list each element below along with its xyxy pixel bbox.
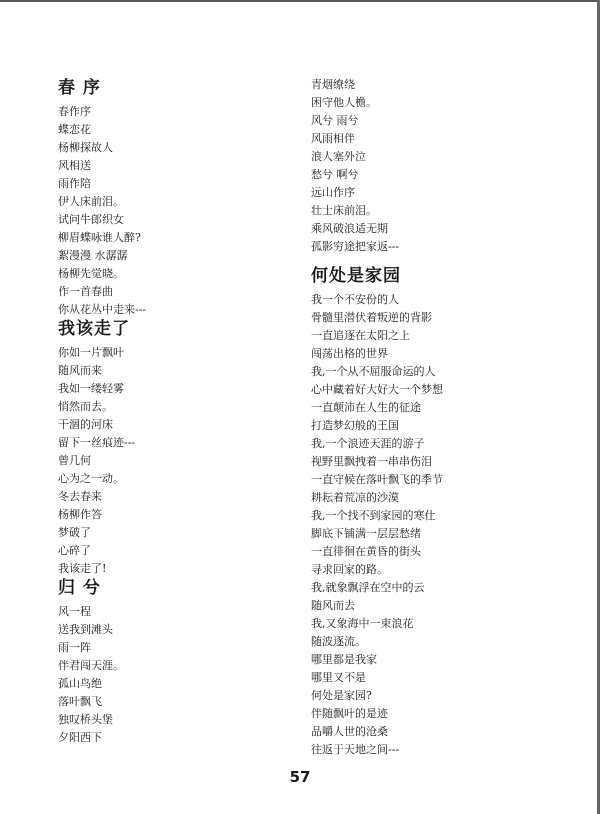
poem-line: 哪里都是我家 [311, 653, 377, 666]
poem-line: 寻求回家的路。 [311, 563, 388, 576]
poem-line: 独叹桥头堡 [58, 713, 113, 726]
poem-line: 我如一缕轻雾 [58, 382, 124, 395]
poem-line: 闯荡出格的世界 [311, 347, 388, 360]
poem-line: 愁兮 啊兮 [311, 168, 359, 181]
poem-guixi [58, 577, 288, 747]
poem-hechushijiayuan [311, 265, 561, 759]
poem-line: 落叶飘飞 [58, 695, 102, 708]
poem-line: 杨柳探故人 [58, 141, 113, 154]
page-number: 57 [289, 768, 311, 786]
poem-line: 絮漫漫 水潺潺 [58, 249, 128, 262]
poem-line: 随风而来 [58, 364, 102, 377]
poem-line: 远山作序 [311, 186, 355, 199]
poem-title: 何处是家园 [311, 266, 401, 286]
poem-line: 我一个不安份的人 [311, 293, 399, 306]
poem-line: 骨髓里潜伏着叛逆的背影 [311, 311, 432, 324]
poem-line: 一直徘徊在黄昏的街头 [311, 545, 421, 558]
poem-title: 归 兮 [58, 578, 101, 598]
poem-line: 乘风破浪适无期 [311, 222, 388, 235]
poem-chunxu [58, 77, 288, 319]
poem-line: 夕阳西下 [58, 731, 102, 744]
poem-line: 孤山鸟绝 [58, 677, 102, 690]
poem-line: 心为之一动。 [58, 472, 124, 485]
poem-line: 春作序 [58, 105, 91, 118]
poem-line: 打造梦幻般的王国 [311, 419, 399, 432]
poem-line: 试问牛郎织女 [58, 213, 124, 226]
poem-line: 雨作陪 [58, 177, 91, 190]
poem-line: 青烟缭绕 [311, 78, 355, 91]
poem-line: 心碎了 [58, 544, 91, 557]
poem-line: 作一首春曲 [58, 285, 113, 298]
poem-line: 留下一丝痕迹--- [58, 436, 136, 449]
poem-line: 我,一个找不到家园的寒仕 [311, 509, 436, 522]
poem-line: 耕耘着荒凉的沙漠 [311, 491, 399, 504]
poem-line: 风一程 [58, 605, 91, 618]
poem-line: 我,一个浪迹天涯的游子 [311, 437, 425, 450]
poem-line: 视野里飘拽着一串串伤泪 [311, 455, 432, 468]
poem-line: 雨一阵 [58, 641, 91, 654]
poem-line: 何处是家园? [311, 689, 372, 702]
poem-line: 悄然而去。 [58, 400, 113, 413]
poem-line: 风雨相伴 [311, 132, 355, 145]
poem-line: 我,就象飘浮在空中的云 [311, 581, 425, 594]
poem-line: 蝶恋花 [58, 123, 91, 136]
poem-line: 一直守候在落叶飘飞的季节 [311, 473, 443, 486]
poem-line: 孤影穷途把家返--- [311, 240, 400, 253]
poem-line: 风兮 雨兮 [311, 114, 359, 127]
poem-line: 我,一个从不屈服命运的人 [311, 365, 436, 378]
poem-title: 春 序 [58, 78, 101, 98]
poem-line: 杨柳作答 [58, 508, 102, 521]
poem-line: 一直追逐在太阳之上 [311, 329, 410, 342]
poem-line: 你如一片飘叶 [58, 346, 124, 359]
poem-line: 脚底下铺满一层层愁绪 [311, 527, 421, 540]
poem-line: 浪人塞外泣 [311, 150, 366, 163]
poem-line: 风相送 [58, 159, 91, 172]
poem-body [58, 603, 288, 747]
poem-body [311, 76, 561, 256]
poem-line: 梦破了 [58, 526, 91, 539]
poem-guixi-continued [311, 76, 561, 256]
poem-body [58, 344, 288, 578]
poem-line: 曾几何 [58, 454, 91, 467]
poem-line: 杨柳先觉晓。 [58, 267, 124, 280]
poem-line: 伴随飘叶的是迹 [311, 707, 388, 720]
poem-line: 困守他人檐。 [311, 96, 377, 109]
poem-body [58, 103, 288, 319]
poem-title: 我该走了 [58, 319, 130, 339]
poem-line: 品嚼人世的沧桑 [311, 725, 388, 738]
poem-line: 你从花丛中走来--- [58, 303, 147, 316]
poem-line: 柳眉蝶咏谁人醉? [58, 231, 141, 244]
poem-line: 我,又象海中一束浪花 [311, 617, 414, 630]
poem-line: 干涸的河床 [58, 418, 113, 431]
poem-line: 冬去春来 [58, 490, 102, 503]
poem-line: 伴君闯天涯。 [58, 659, 124, 672]
poem-line: 随波逐流。 [311, 635, 366, 648]
poem-line: 送我到滩头 [58, 623, 113, 636]
poem-wogaizoule [58, 318, 288, 578]
poem-line: 哪里又不是 [311, 671, 366, 684]
poem-line: 一直颠沛在人生的征途 [311, 401, 421, 414]
page-top-border [0, 0, 600, 2]
poem-line: 随风而去 [311, 599, 355, 612]
poem-line: 我该走了! [58, 562, 107, 575]
poem-line: 壮士床前泪。 [311, 204, 377, 217]
poem-line: 伊人床前泪。 [58, 195, 124, 208]
poem-line: 心中藏着好大好大一个梦想 [311, 383, 443, 396]
poem-line: 往返于天地之间--- [311, 743, 400, 756]
poem-body [311, 291, 561, 759]
